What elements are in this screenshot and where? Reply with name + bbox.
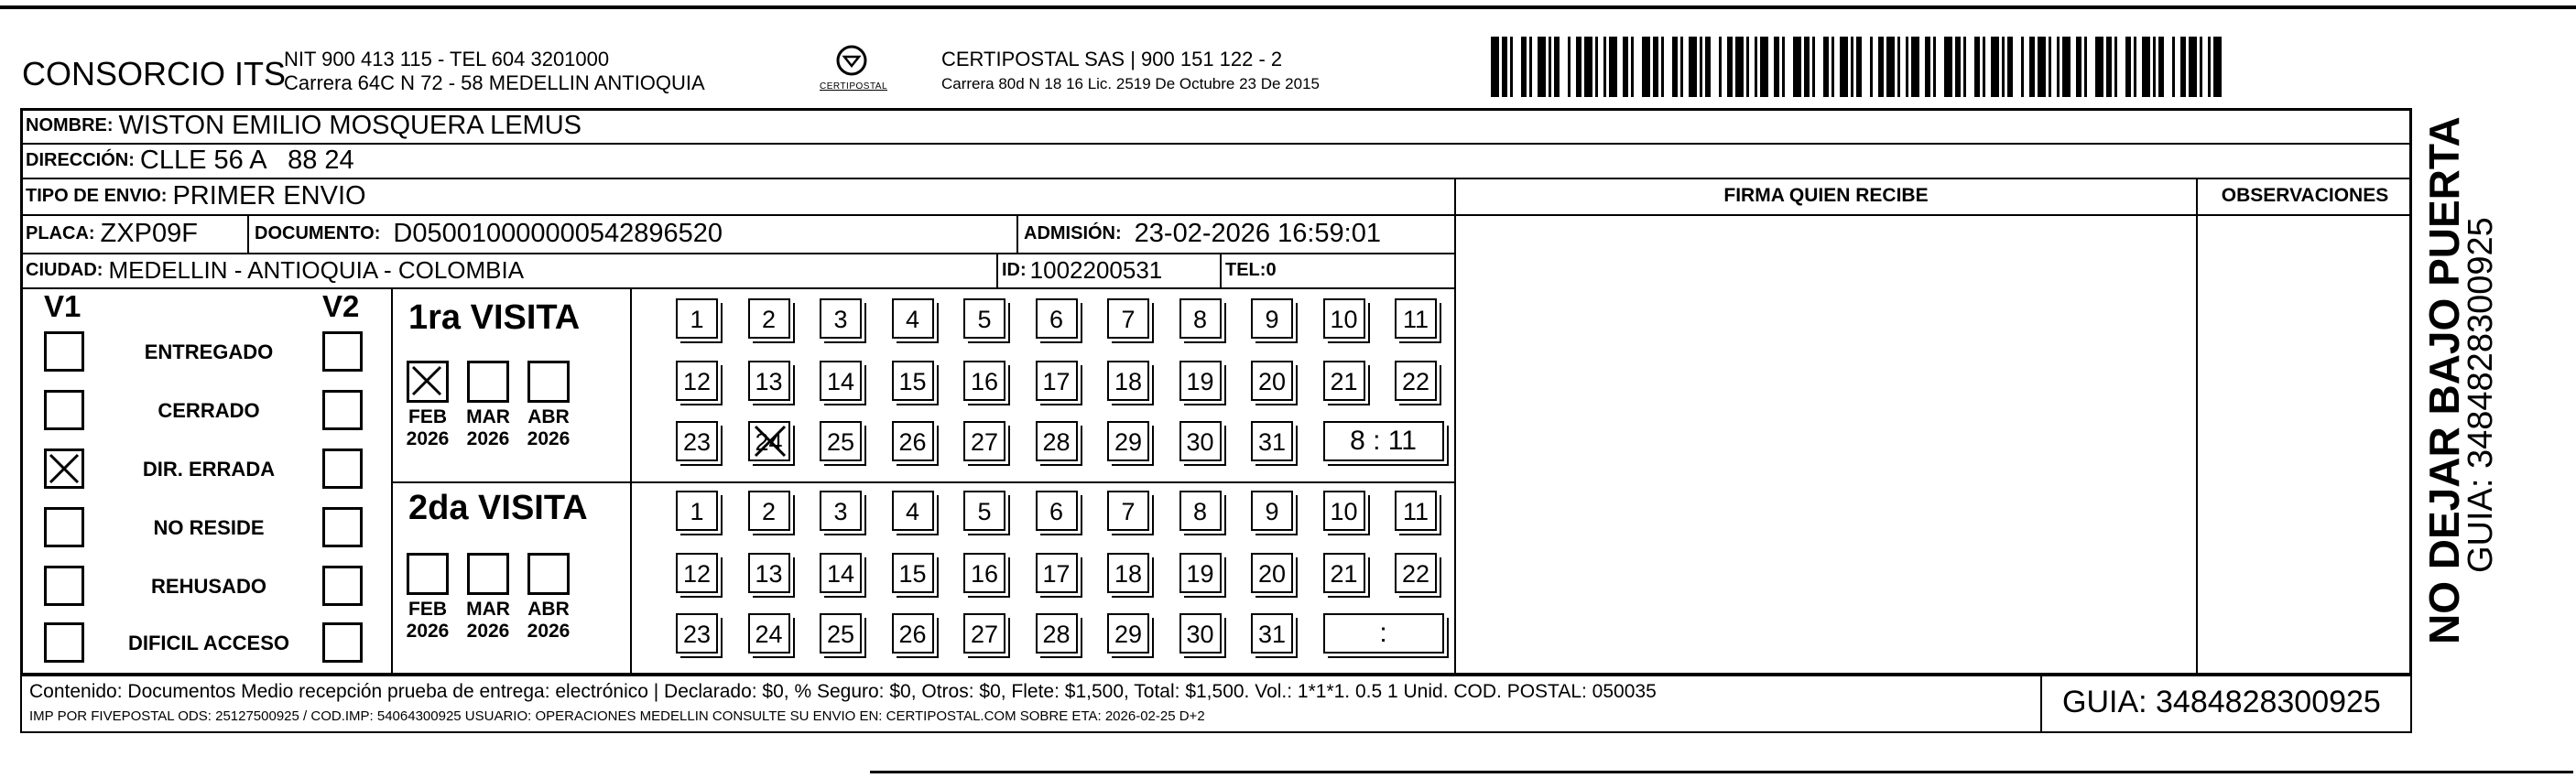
visit1-day-box[interactable]: 13 [748, 361, 790, 401]
visit1-day-box[interactable]: 29 [1107, 421, 1149, 461]
observaciones-header: OBSERVACIONES [2221, 185, 2389, 206]
vline-tel [1220, 253, 1222, 287]
carrier-license: Carrera 80d N 18 16 Lic. 2519 De Octubre 23 De 2015 [941, 75, 1320, 92]
tel-value: 0 [1266, 259, 1277, 280]
visit1-day-box[interactable]: 5 [963, 298, 1005, 339]
vline-firma [1454, 178, 1456, 675]
visit1-title: 1ra VISITA [408, 298, 581, 337]
v2-header: V2 [322, 289, 360, 323]
visit2-day-box[interactable]: 26 [892, 613, 934, 654]
direccion-row [26, 143, 354, 178]
bottom-edge [870, 771, 2573, 773]
visit2-day-box[interactable]: 2 [748, 491, 790, 531]
cross-mark-icon [752, 423, 788, 459]
vline-foot-left [20, 675, 22, 733]
admision-label: ADMISIÓN: [1024, 222, 1122, 243]
v2-checkbox[interactable] [322, 448, 363, 489]
direccion-value: CLLE 56 A 88 24 [139, 145, 354, 175]
top-rule [0, 5, 2576, 9]
v1-checkbox[interactable] [44, 390, 84, 430]
visit2-day-box[interactable]: 6 [1036, 491, 1078, 531]
visit1-month-name: MAR [466, 406, 510, 427]
visit1-day-box[interactable]: 19 [1179, 361, 1222, 401]
v1-checkbox[interactable] [44, 448, 84, 489]
placa-row [26, 214, 198, 253]
vline-placa [247, 214, 249, 253]
visit2-day-box[interactable]: 15 [892, 553, 934, 593]
day-check-mark-icon [752, 423, 788, 470]
visit2-day-box[interactable]: 25 [820, 613, 862, 654]
visit2-day-box[interactable]: 3 [820, 491, 862, 531]
visit2-day-box[interactable]: 1 [676, 491, 718, 531]
visit2-month-name: MAR [466, 599, 510, 620]
firma-header: FIRMA QUIEN RECIBE [1723, 185, 1929, 206]
ciudad-row [26, 253, 524, 287]
nombre-row [26, 108, 582, 143]
placa-value: ZXP09F [100, 218, 198, 248]
visit2-day-box[interactable]: 5 [963, 491, 1005, 531]
vline-foot-right [2410, 675, 2412, 733]
company-nit: NIT 900 413 115 - TEL 604 3201000 [284, 48, 610, 70]
admision-value: 23-02-2026 16:59:01 [1134, 218, 1381, 248]
visit2-day-box[interactable]: 22 [1395, 553, 1437, 593]
visit1-day-box[interactable]: 6 [1036, 298, 1078, 339]
v1-checkbox[interactable] [44, 566, 84, 606]
rule-visits [391, 481, 1456, 483]
vline-id [996, 253, 998, 287]
visit2-title: 2da VISITA [408, 489, 588, 527]
visit2-day-box[interactable]: 19 [1179, 553, 1222, 593]
v2-checkbox[interactable] [322, 566, 363, 606]
visit2-month-name: FEB [408, 599, 447, 620]
visit1-day-box[interactable]: 24 [748, 421, 790, 461]
carrier-name: CERTIPOSTAL SAS | 900 151 122 - 2 [941, 48, 1283, 70]
direccion-label: DIRECCIÓN: [26, 149, 135, 170]
documento-value: D050010000000542896520 [393, 218, 723, 248]
visit1-day-box[interactable]: 11 [1395, 298, 1437, 339]
visit1-day-box[interactable]: 12 [676, 361, 718, 401]
v1-checkbox[interactable] [44, 622, 84, 663]
vline-footer [2040, 675, 2042, 731]
visit1-day-box[interactable]: 28 [1036, 421, 1078, 461]
visit1-month-year: 2026 [527, 428, 571, 449]
placa-label: PLACA: [26, 222, 95, 243]
visit1-month-year: 2026 [466, 428, 510, 449]
visit1-day-box[interactable]: 25 [820, 421, 862, 461]
rule-bottom [20, 731, 2412, 733]
nombre-value: WISTON EMILIO MOSQUERA LEMUS [118, 110, 582, 140]
status-option-label: REHUSADO [151, 575, 266, 598]
vline-months [630, 287, 632, 675]
visit1-day-box[interactable]: 27 [963, 421, 1005, 461]
tel-label: TEL: [1225, 259, 1266, 280]
visit1-day-box[interactable]: 17 [1036, 361, 1078, 401]
vline-obs [2196, 178, 2198, 675]
footer-content: Contenido: Documentos Medio recepción prueba de entrega: electrónico | Declarado: $0, % Seguro: $0, Otros: $0, Flete: $1,500, Total: $1,500. Vol.: 1*1*1. 0.5 1 Unid. COD. POSTAL: 050035 [29, 681, 1657, 702]
visit2-day-box[interactable]: 31 [1251, 613, 1293, 654]
visit1-day-box[interactable]: 7 [1107, 298, 1149, 339]
tipo-label: TIPO DE ENVIO: [26, 185, 168, 206]
visit1-day-box[interactable]: 31 [1251, 421, 1293, 461]
company-name: CONSORCIO ITS [22, 55, 287, 92]
visit2-time-box[interactable]: : [1323, 613, 1444, 654]
vline-status [391, 287, 393, 675]
status-option-label: CERRADO [158, 399, 260, 422]
visit1-day-box[interactable]: 15 [892, 361, 934, 401]
company-address: Carrera 64C N 72 - 58 MEDELLIN ANTIOQUIA [284, 71, 705, 94]
v2-checkbox[interactable] [322, 331, 363, 372]
visit2-month-label [459, 599, 517, 643]
visit1-day-box[interactable]: 30 [1179, 421, 1222, 461]
visit2-month-checkbox[interactable] [467, 553, 509, 595]
visit2-month-checkbox[interactable] [527, 553, 570, 595]
status-option-label: NO RESIDE [153, 516, 265, 539]
visit2-day-box[interactable]: 18 [1107, 553, 1149, 593]
documento-label: DOCUMENTO: [255, 222, 381, 243]
visit1-day-box[interactable]: 2 [748, 298, 790, 339]
footer-print-info: IMP POR FIVEPOSTAL ODS: 25127500925 / COD.IMP: 54064300925 USUARIO: OPERACIONES MEDELLIN CONSULTE SU ENVIO EN: CERTIPOSTAL.COM SOBRE ETA: 2026-02-25 D+2 [29, 708, 1205, 724]
tel-row [1225, 253, 1277, 287]
certipostal-logo [820, 44, 888, 92]
visit2-day-box[interactable]: 7 [1107, 491, 1149, 531]
visit2-day-box[interactable]: 14 [820, 553, 862, 593]
visit1-day-box[interactable]: 16 [963, 361, 1005, 401]
visit1-day-box[interactable]: 4 [892, 298, 934, 339]
visit1-day-box[interactable]: 10 [1323, 298, 1365, 339]
visit1-day-box[interactable]: 9 [1251, 298, 1293, 339]
visit1-month-name: ABR [527, 406, 570, 427]
vline-admision [1016, 214, 1018, 253]
visit2-day-box[interactable]: 9 [1251, 491, 1293, 531]
visit2-day-box[interactable]: 24 [748, 613, 790, 654]
tipo-row [26, 178, 366, 214]
visit1-time-box[interactable]: 8 : 11 [1323, 421, 1444, 461]
visit1-day-box[interactable]: 14 [820, 361, 862, 401]
v2-checkbox[interactable] [322, 622, 363, 663]
id-row [1002, 253, 1162, 287]
visit2-day-box[interactable]: 21 [1323, 553, 1365, 593]
visit1-day-box[interactable]: 23 [676, 421, 718, 461]
rule-footer [20, 675, 2412, 676]
visit2-month-label [519, 599, 578, 643]
visit1-day-box[interactable]: 18 [1107, 361, 1149, 401]
visit2-month-name: ABR [527, 599, 570, 620]
visit2-day-box[interactable]: 20 [1251, 553, 1293, 593]
logo-text: CERTIPOSTAL [820, 81, 888, 92]
barcode [1491, 37, 2223, 97]
visit1-day-box[interactable]: 8 [1179, 298, 1222, 339]
visit1-month-checkbox[interactable] [527, 361, 570, 403]
visit1-month-checkbox[interactable] [467, 361, 509, 403]
id-label: ID: [1002, 259, 1027, 280]
ciudad-label: CIUDAD: [26, 259, 103, 280]
visit2-day-box[interactable]: 13 [748, 553, 790, 593]
visit2-day-box[interactable]: 23 [676, 613, 718, 654]
tipo-value: PRIMER ENVIO [172, 180, 366, 211]
visit1-month-label [519, 406, 578, 450]
footer-guia: GUIA: 3484828300925 [2062, 685, 2381, 719]
admision-row [1024, 214, 1381, 253]
visit1-day-box[interactable]: 22 [1395, 361, 1437, 401]
visit2-month-year: 2026 [406, 621, 450, 642]
status-option-label: DIFICIL ACCESO [127, 632, 289, 654]
nombre-label: NOMBRE: [26, 114, 114, 135]
visit2-day-box[interactable]: 8 [1179, 491, 1222, 531]
check-mark-icon [409, 363, 444, 398]
visit2-month-checkbox[interactable] [407, 553, 449, 595]
visit2-day-box[interactable]: 16 [963, 553, 1005, 593]
status-option-label: ENTREGADO [144, 340, 274, 363]
side-no-dejar: NO DEJAR BAJO PUERTA [2420, 116, 2468, 644]
logo-icon [835, 44, 868, 77]
visit2-day-box[interactable]: 17 [1036, 553, 1078, 593]
visit2-day-box[interactable]: 28 [1036, 613, 1078, 654]
ciudad-value: MEDELLIN - ANTIOQUIA - COLOMBIA [108, 255, 525, 284]
visit1-month-year: 2026 [406, 428, 450, 449]
visit1-day-box[interactable]: 3 [820, 298, 862, 339]
visit1-day-box[interactable]: 21 [1323, 361, 1365, 401]
visit2-day-box[interactable]: 29 [1107, 613, 1149, 654]
visit2-month-year: 2026 [527, 621, 571, 642]
visit1-month-label [398, 406, 457, 450]
rule-5 [20, 287, 1456, 289]
visit2-day-box[interactable]: 4 [892, 491, 934, 531]
status-option-label: DIR. ERRADA [142, 458, 276, 481]
visit1-month-label [459, 406, 517, 450]
visit1-day-box[interactable]: 26 [892, 421, 934, 461]
visit2-month-label [398, 599, 457, 643]
visit1-month-checkbox[interactable] [407, 361, 449, 403]
v2-checkbox[interactable] [322, 390, 363, 430]
id-value: 1002200531 [1029, 255, 1163, 284]
rule-1 [20, 143, 2412, 145]
visit1-day-box[interactable]: 1 [676, 298, 718, 339]
visit2-day-box[interactable]: 10 [1323, 491, 1365, 531]
visit2-day-box[interactable]: 11 [1395, 491, 1437, 531]
visit2-day-box[interactable]: 12 [676, 553, 718, 593]
v1-checkbox[interactable] [44, 331, 84, 372]
visit1-month-name: FEB [408, 406, 447, 427]
v1-header: V1 [44, 289, 82, 323]
v2-checkbox[interactable] [322, 507, 363, 547]
check-mark-icon [47, 451, 82, 486]
visit2-day-box[interactable]: 27 [963, 613, 1005, 654]
visit1-day-box[interactable]: 20 [1251, 361, 1293, 401]
v1-checkbox[interactable] [44, 507, 84, 547]
documento-row [255, 214, 723, 253]
side-guia: GUIA: 3484828300925 [2462, 217, 2500, 573]
visit2-day-box[interactable]: 30 [1179, 613, 1222, 654]
visit2-month-year: 2026 [466, 621, 510, 642]
